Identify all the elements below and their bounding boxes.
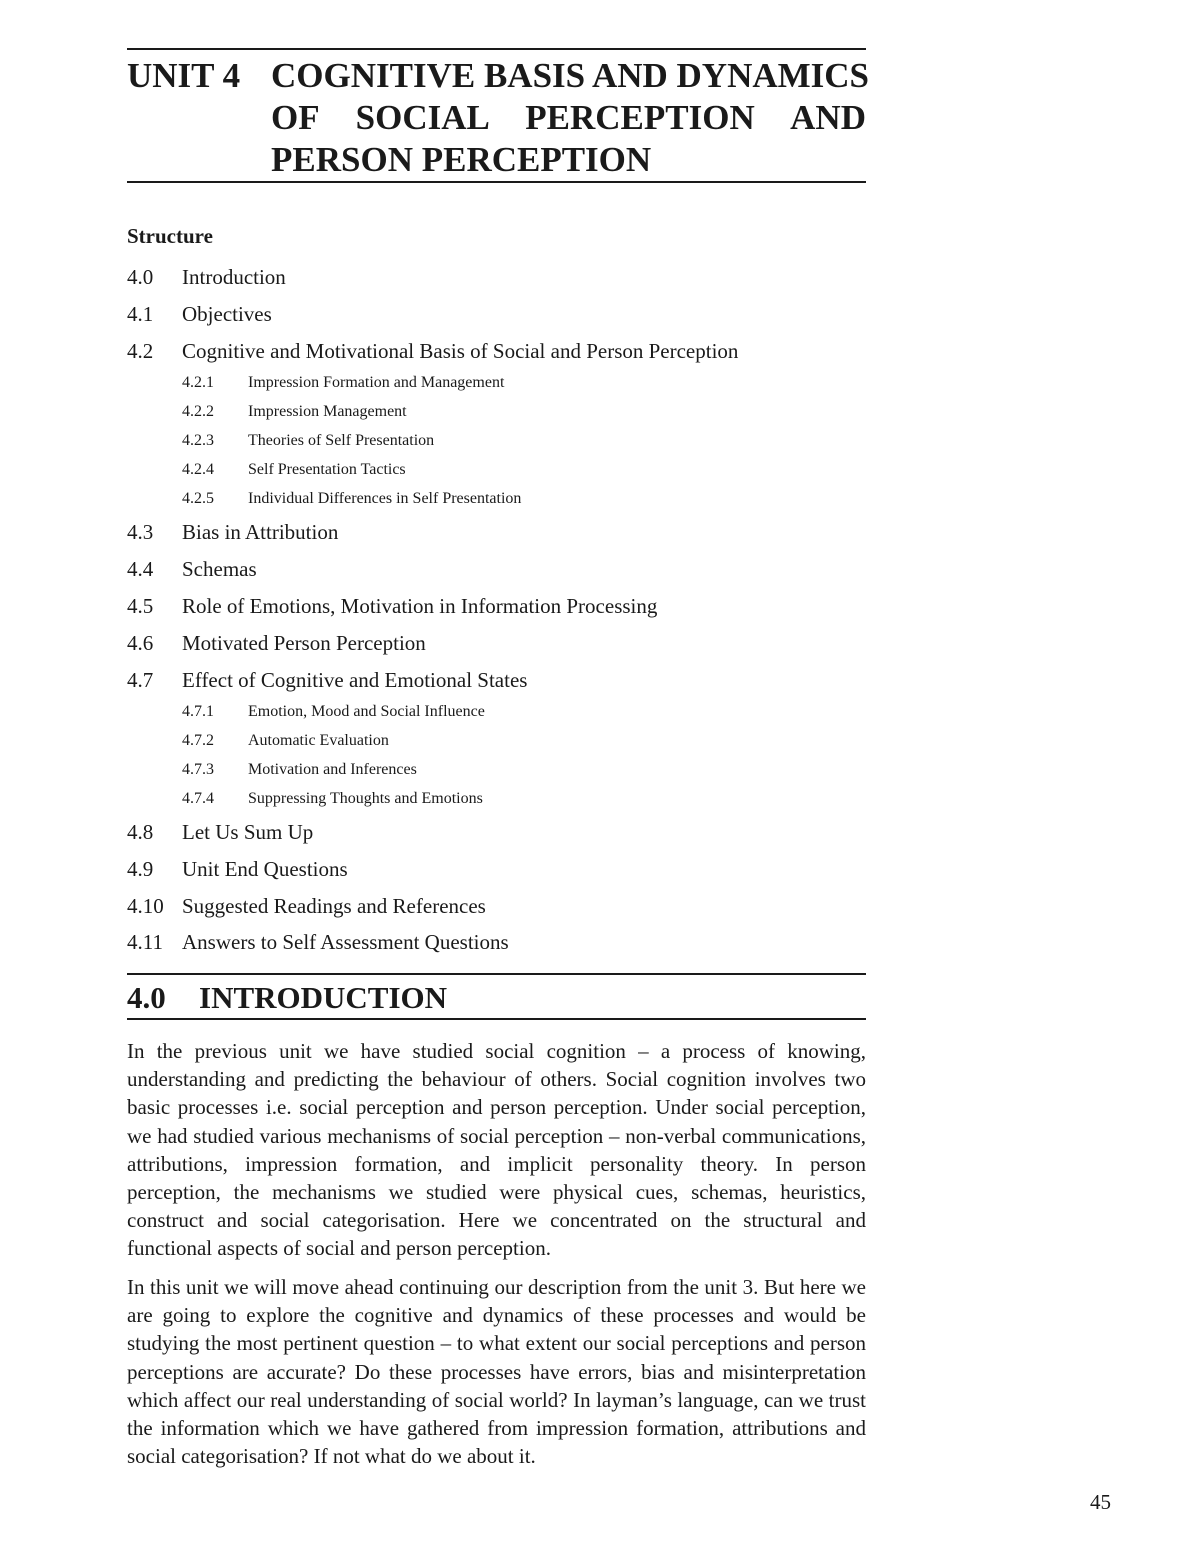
toc-item-text: Introduction xyxy=(182,265,286,289)
toc-item-number: 4.9 xyxy=(127,857,154,881)
toc-item-number: 4.7.1 xyxy=(182,703,214,720)
toc-item-number: 4.0 xyxy=(127,265,154,289)
toc-subitem xyxy=(182,489,521,509)
toc-subitem xyxy=(182,460,406,480)
toc-item xyxy=(127,520,338,544)
toc-item-number: 4.2.2 xyxy=(182,403,214,420)
toc-item-number: 4.2.5 xyxy=(182,490,214,507)
toc-item-number: 4.7.2 xyxy=(182,732,214,749)
toc-item xyxy=(127,820,313,844)
toc-subitem xyxy=(182,760,417,780)
toc-item-text: Answers to Self Assessment Questions xyxy=(182,930,509,954)
toc-item-text: Let Us Sum Up xyxy=(182,820,314,844)
toc-item-text: Role of Emotions, Motivation in Information Processing xyxy=(182,594,658,618)
toc-item-text: Suggested Readings and References xyxy=(182,894,486,918)
toc-item xyxy=(127,557,257,581)
unit-title-line-2: OF SOCIAL PERCEPTION AND xyxy=(271,98,866,137)
unit-label: UNIT 4 xyxy=(127,56,241,95)
toc-item-number: 4.2.1 xyxy=(182,374,214,391)
toc-item xyxy=(127,265,286,289)
page-number: 45 xyxy=(1090,1490,1111,1514)
toc-item xyxy=(127,339,738,363)
toc-item xyxy=(127,894,486,918)
toc-item-text: Impression Formation and Management xyxy=(248,374,505,391)
toc-item-text: Bias in Attribution xyxy=(182,520,339,544)
section-title: INTRODUCTION xyxy=(199,980,448,1015)
toc-item-number: 4.2.3 xyxy=(182,432,214,449)
unit-title-line-1: COGNITIVE BASIS AND DYNAMICS xyxy=(271,56,870,95)
toc-item xyxy=(127,668,527,692)
section-bottom-rule xyxy=(127,1018,866,1020)
toc-item-number: 4.8 xyxy=(127,820,154,844)
toc-item-text: Motivation and Inferences xyxy=(248,761,417,778)
toc-item-text: Suppressing Thoughts and Emotions xyxy=(248,790,483,807)
toc-item xyxy=(127,302,272,326)
toc-item-number: 4.1 xyxy=(127,302,154,326)
toc-item-text: Theories of Self Presentation xyxy=(248,432,435,449)
toc-item-text: Effect of Cognitive and Emotional States xyxy=(182,668,528,692)
toc-item-number: 4.2.4 xyxy=(182,461,214,478)
toc-item xyxy=(127,631,426,655)
toc-item-text: Motivated Person Perception xyxy=(182,631,426,655)
toc-subitem xyxy=(182,789,483,809)
toc-item-number: 4.6 xyxy=(127,631,154,655)
toc-item-number: 4.2 xyxy=(127,339,154,363)
toc-item-number: 4.7 xyxy=(127,668,154,692)
top-rule xyxy=(127,48,866,50)
toc-item xyxy=(127,930,509,954)
intro-paragraph-1: In the previous unit we have studied social cognition – a process of knowing, understanding and predicting the behaviour of others. Social cognition involves two basic processes i.e. social perception and person perception. Under social perception, we had studied various mechanisms of social perception – non-verbal communications, attributions, impression formation, and implicit personality theory. In person perception, the mechanisms we studied were physical cues, schemas, heuristics, construct and social categorisation. Here we concentrated on the structural and functional aspects of social and person perception. xyxy=(127,1039,866,1261)
section-heading xyxy=(127,980,866,1016)
toc-item xyxy=(127,857,348,881)
intro-paragraph-2: In this unit we will move ahead continuing our description from the unit 3. But here we are going to explore the cognitive and dynamics of these processes and would be studying the most pertinent question – to what extent our social perceptions and person perceptions are accurate? Do these processes have errors, bias and misinterpretation which affect our real understanding of social world? In layman’s language, can we trust the information which we have gathered from impression formation, attributions and social categorisation? If not what do we about it. xyxy=(127,1275,866,1469)
structure-label: Structure xyxy=(127,224,213,248)
toc-subitem xyxy=(182,373,504,393)
toc-item-text: Impression Management xyxy=(248,403,407,420)
toc-item-text: Unit End Questions xyxy=(182,857,348,881)
unit-title-line-3: PERSON PERCEPTION xyxy=(271,140,652,179)
toc-item-number: 4.11 xyxy=(127,930,163,954)
toc-item xyxy=(127,594,657,618)
toc-subitem xyxy=(182,431,434,451)
toc-item-number: 4.7.4 xyxy=(182,790,214,807)
toc-item-number: 4.7.3 xyxy=(182,761,214,778)
section-top-rule xyxy=(127,973,866,975)
toc-subitem xyxy=(182,702,485,722)
toc-item-number: 4.10 xyxy=(127,894,164,918)
toc-item-number: 4.3 xyxy=(127,520,154,544)
toc-item-text: Schemas xyxy=(182,557,257,581)
toc-item-text: Objectives xyxy=(182,302,272,326)
toc-item-number: 4.5 xyxy=(127,594,154,618)
toc-item-text: Cognitive and Motivational Basis of Social and Person Perception xyxy=(182,339,739,363)
toc-item-text: Individual Differences in Self Presentation xyxy=(248,490,522,507)
title-bottom-rule xyxy=(127,181,866,183)
section-number: 4.0 xyxy=(127,980,166,1015)
toc-item-text: Automatic Evaluation xyxy=(248,732,389,749)
toc-item-text: Self Presentation Tactics xyxy=(248,461,406,478)
toc-item-text: Emotion, Mood and Social Influence xyxy=(248,703,485,720)
toc-subitem xyxy=(182,402,407,422)
toc-item-number: 4.4 xyxy=(127,557,154,581)
toc-subitem xyxy=(182,731,389,751)
